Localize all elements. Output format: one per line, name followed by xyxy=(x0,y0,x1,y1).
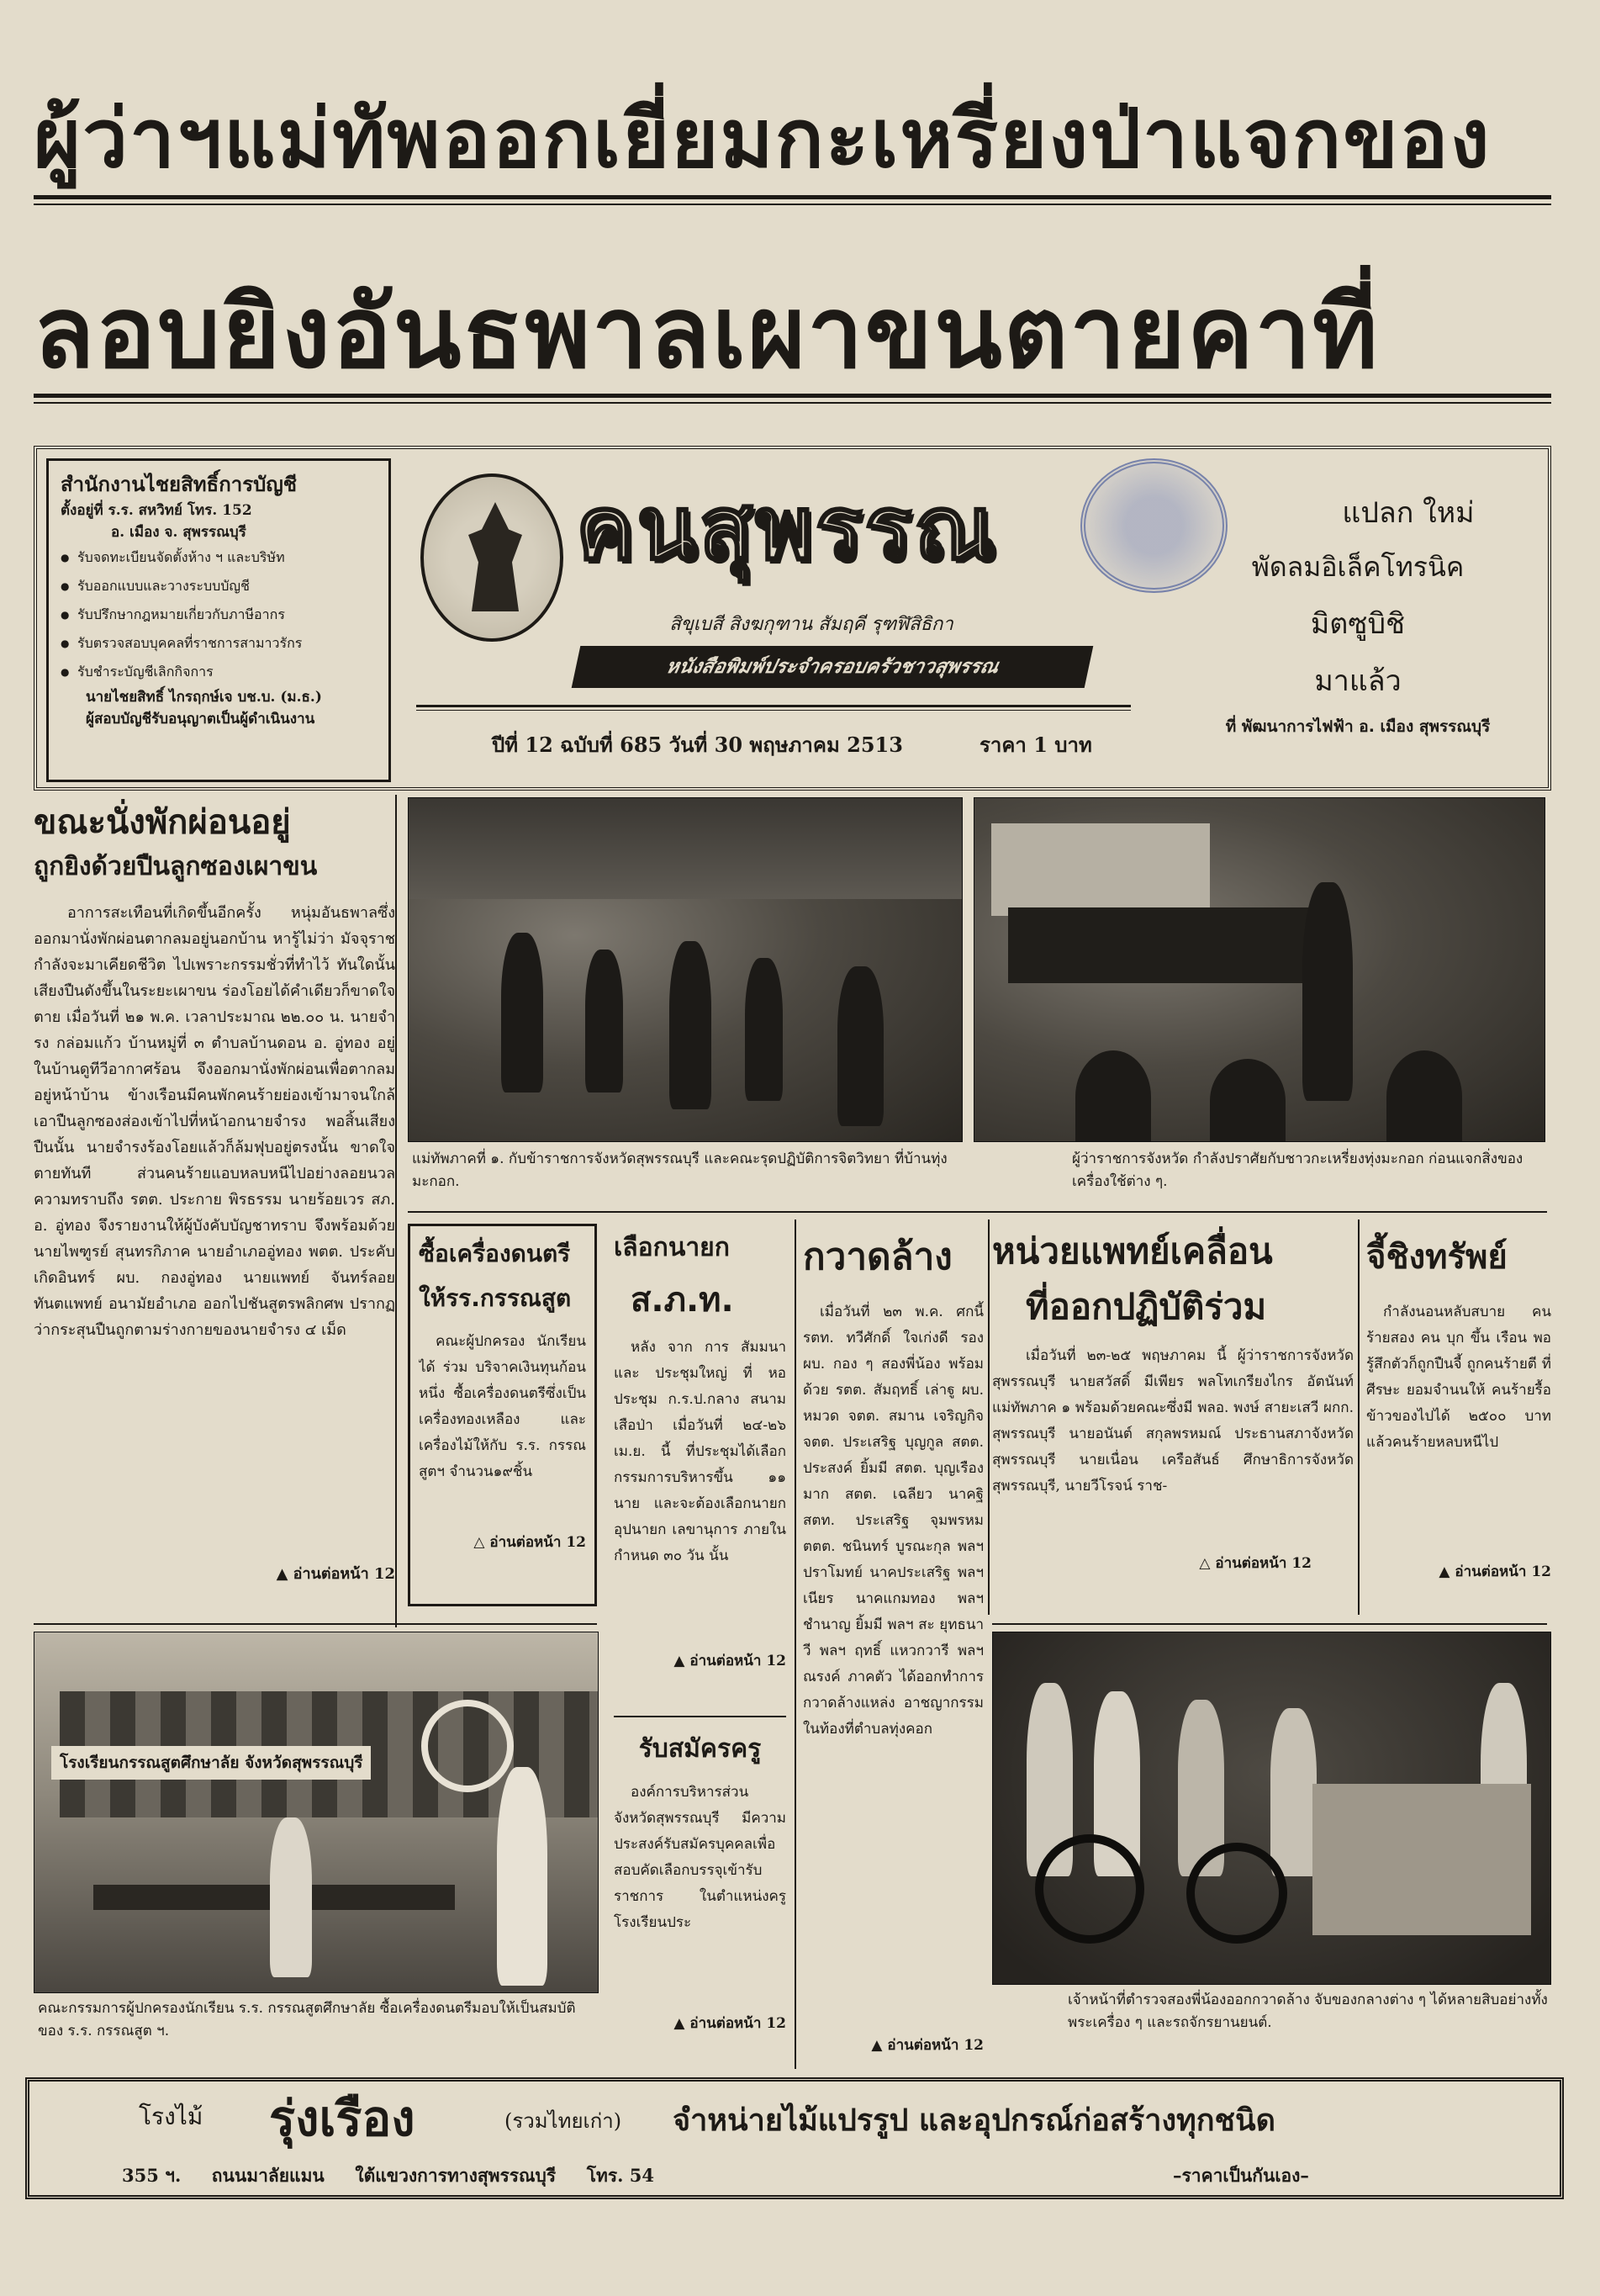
continued-link[interactable]: △ อ่านต่อหน้า 12 xyxy=(473,1534,586,1551)
issue-info: ปีที่ 12 ฉบับที่ 685 วันที่ 30 พฤษภาคม 2513 xyxy=(492,733,903,757)
divider xyxy=(614,1716,786,1717)
story-headline: กวาดล้าง xyxy=(803,1235,953,1278)
story-body: องค์การบริหารส่วนจังหวัดสุพรรณบุรี มีความประสงค์รับสมัครบุคคลเพื่อสอบคัดเลือกบรรจุเข้ารับราชการ ในตำแหน่งครูโรงเรียนประ xyxy=(614,1784,786,1931)
ad-footer: ผู้สอบบัญชีรับอนุญาตเป็นผู้ดำเนินงาน xyxy=(86,711,315,727)
story-teacher xyxy=(614,1724,786,2069)
story-headline: เลือกนายก xyxy=(614,1233,730,1262)
story-headline: จี้ชิงทรัพย์ xyxy=(1366,1238,1508,1277)
headline-top: ผู้ว่าฯแม่ทัพออกเยี่ยมกะเหรี่ยงป่าแจกของ xyxy=(34,92,1492,186)
masthead-motto: สิขุเบสี สิงฆกุฑาน สัมฤคี รุฑฬิสิธิกา xyxy=(669,614,953,635)
ad-slogan: จำหน่ายไม้แปรรูป และอุปกรณ์ก่อสร้างทุกชนิด xyxy=(673,2103,1275,2138)
ad-address: อ. เมือง จ. สุพรรณบุรี xyxy=(111,524,246,541)
ad-line: พัดลมอิเล็คโทรนิค xyxy=(1251,551,1465,583)
school-sign: โรงเรียนกรรณสูตศึกษาลัย จังหวัดสุพรรณบุรี xyxy=(51,1746,371,1780)
ad-accounting-office xyxy=(46,458,391,782)
warrior-emblem-icon xyxy=(462,502,529,611)
continued-link[interactable]: ▲ อ่านต่อหน้า 12 xyxy=(673,2015,786,2032)
photo-army-visit xyxy=(408,797,963,1142)
masthead xyxy=(408,461,1148,772)
story-robbery xyxy=(1366,1224,1551,1619)
divider xyxy=(34,204,1551,205)
story-body: กำลังนอนหลับสบาย คน ร้ายสอง คน บุก ขึ้น เรือน พอรู้สึกตัวก็ถูกปืนจี้ ถูกคนร้ายตี ที่ศีรษะ ยอมจำนนให้ คนร้ายรื้อข้าวของไปได้ ๒๕๐๐ บาท แล้วคนร้ายหลบหนีไป xyxy=(1366,1304,1551,1451)
divider xyxy=(34,402,1551,404)
list-item: ● รับจดทะเบียนจัดตั้งห้าง ฯ และบริษัท xyxy=(77,543,377,572)
ad-line: มิตซูบิชิ xyxy=(1310,607,1406,641)
masthead-subtitle: หนังสือพิมพ์ประจำครอบครัวชาวสุพรรณ xyxy=(572,646,1094,688)
ad-address: 355 ฯ. ถนนมาลัยแมน ใต้แขวงการทางสุพรรณบุรี โทร. 54 xyxy=(122,2165,654,2186)
continued-link[interactable]: ▲ อ่านต่อหน้า 12 xyxy=(673,1653,786,1669)
story-body: เมื่อวันที่ ๒๓-๒๕ พฤษภาคม นี้ ผู้ว่าราชการจังหวัดสุพรรณบุรี นายสวัสดิ์ มีเพียร พลโทเกรียงไกร อัตนันท์ แม่ทัพภาค ๑ พร้อมด้วยคณะซึ่งมี พลอ. พงษ์ สายะเสวี ผกก. สุพรรณบุรี นายอนันต์ สกุลพรหมณ์ ประธานสภาจังหวัดสุพรรณบุรี นายเนื่อน เครือสันธ์ ศึกษาธิการจังหวัดสุพรรณบุรี, นายวีโรจน์ ราช- xyxy=(992,1347,1354,1495)
price-info: ราคา 1 บาท xyxy=(980,733,1092,757)
photo-caption: คณะกรรมการผู้ปกครองนักเรียน ร.ร. กรรณสูตศึกษาลัย ซื้อเครื่องดนตรีมอบให้เป็นสมบัติของ ร.ร. กรรณสูต ฯ. xyxy=(38,2000,576,2039)
story-headline: รับสมัครครู xyxy=(638,1734,762,1764)
story-headline: หน่วยแพทย์เคลื่อน xyxy=(992,1230,1273,1272)
ad-fan xyxy=(1177,488,1539,765)
photo-governor-speech xyxy=(974,797,1545,1142)
photo-caption: เจ้าหน้าที่ตำรวจสองพี่น้องออกกวาดล้าง จับของกลางต่าง ๆ ได้หลายสิบอย่างทั้งพระเครื่อง ๆ และรถจักรยานยนต์. xyxy=(1068,1992,1548,2031)
divider xyxy=(416,710,1131,711)
divider xyxy=(992,1623,1547,1625)
ad-note: (รวมไทยเก่า) xyxy=(504,2109,622,2133)
ad-address: ตั้งอยู่ที่ ร.ร. สหวิทย์ โทร. 152 xyxy=(61,502,252,519)
story-medical xyxy=(992,1224,1354,1619)
story-music xyxy=(408,1224,597,1606)
story-headline: ขณะนั่งพักผ่อนอยู่ xyxy=(34,803,291,842)
ad-line: แปลก ใหม่ xyxy=(1342,496,1475,530)
story-body: หลัง จาก การ สัมมนา และ ประชุมใหญ่ ที่ หอประชุม ก.ร.ป.กลาง สนามเสือป่า เมื่อวันที่ ๒๔-๒๖ เม.ย. นี้ ที่ประชุมได้เลือกกรรมการบริหารขึ้น ๑๑ นาย และจะต้องเลือกนายก อุปนายก เลขานุการ ภายในกำหนด ๓๐ วัน นั้น xyxy=(614,1339,786,1564)
story-subheadline: ที่ออกปฏิบัติร่วม xyxy=(1026,1286,1267,1327)
ad-price-note: –ราคาเป็นกันเอง– xyxy=(1173,2165,1309,2186)
ad-line: ที่ พัฒนาการไฟฟ้า อ. เมือง สุพรรณบุรี xyxy=(1225,717,1491,736)
story-body: เมื่อวันที่ ๒๓ พ.ค. ศกนี้ รตท. ทวีศักดิ์ ใจเก่งดี รอง ผบ. กอง ๆ สองพี่น้อง พร้อมด้วย รตต. สัมฤทธิ์ เล่าฐู ผบ. หมวด จตต. สมาน เจริญกิจ จตต. ประเสริฐ บุญกูล สตต. ประสงค์ ยิ้มมี สตต. บุญเรืองมาก สตต. เฉลียว นาคฐิ สตท. ประเสริฐ จุมพรหม ตตต. ชนินทร์ บูรณะกุล พลฯ ปราโมทย์ นาคประเสริฐ พลฯ เนียร นาคแกมทอง พลฯ ชำนาญ ยิ้มมี พลฯ สะ ยุทธนาวี พลฯ ฤทธิ์ แหวกวารี พลฯ ณรงค์ ภาคตัว ได้ออกทำการกวาดล้างแหล่ง อาชญากรรมในท้องที่ตำบลทุ่งคอก xyxy=(803,1304,984,1738)
continued-link[interactable]: ▲ อ่านต่อหน้า 12 xyxy=(871,2037,984,2054)
story-subheadline: ให้รร.กรรณสูต xyxy=(419,1284,572,1312)
list-item: ● รับชำระบัญชีเลิกกิจการ xyxy=(77,658,377,686)
list-item: ● รับออกแบบและวางระบบบัญชี xyxy=(77,572,377,600)
headline-main: ลอบยิงอันธพาลเผาขนตายคาที่ xyxy=(34,274,1380,390)
story-headline: ซื้อเครื่องดนตรี xyxy=(419,1240,571,1267)
divider xyxy=(1358,1219,1360,1615)
divider xyxy=(395,795,397,1627)
continued-link[interactable]: ▲ อ่านต่อหน้า 12 xyxy=(276,1565,395,1583)
ad-footer: นายไชยสิทธิ์ ไกรฤกษ์เจ บช.บ. (ม.ธ.) xyxy=(86,689,322,706)
photo-caption: แม่ทัพภาคที่ ๑. กับข้าราชการจังหวัดสุพรรณบุรี และคณะรุดปฏิบัติการจิตวิทยา ที่บ้านทุ่งมะกอก. xyxy=(412,1151,948,1190)
crest-logo xyxy=(420,473,563,642)
tuba-image xyxy=(421,1700,514,1792)
photo-school-band xyxy=(34,1632,599,1993)
divider xyxy=(988,1219,990,1615)
story-sweep xyxy=(803,1224,984,2065)
continued-link[interactable]: △ อ่านต่อหน้า 12 xyxy=(1199,1555,1312,1572)
ad-title: สำนักงานไชยสิทธิ์การบัญชี xyxy=(61,473,298,496)
ad-label: โรงไม้ xyxy=(139,2103,203,2130)
divider xyxy=(408,1211,1547,1213)
story-subheadline: ส.ภ.ท. xyxy=(631,1281,734,1320)
story-shooting xyxy=(34,799,395,1619)
divider xyxy=(795,1219,796,2069)
divider xyxy=(416,705,1131,707)
story-subheadline: ถูกยิงด้วยปืนลูกซองเผาขน xyxy=(34,852,318,881)
story-election xyxy=(614,1224,786,1711)
divider xyxy=(34,394,1551,398)
list-item: ● รับปรึกษากฎหมายเกี่ยวกับภาษีอากร xyxy=(77,600,377,629)
ad-services-list xyxy=(61,543,377,686)
ad-business-name: รุ่งเรือง xyxy=(269,2090,415,2147)
story-body: คณะผู้ปกครอง นักเรียนได้ ร่วม บริจาคเงินทุนก้อนหนึ่ง ซื้อเครื่องดนตรีซึ่งเป็นเครื่องทองเหลือง และเครื่องไม้ให้กับ ร.ร. กรรณสูตฯ จำนวน๑๙ชิ้น xyxy=(419,1333,586,1480)
ad-lumber-yard xyxy=(25,2077,1564,2199)
story-body: อาการสะเทือนที่เกิดขึ้นอีกครั้ง หนุ่มอันธพาลซึ่งออกมานั่งพักผ่อนตากลมอยู่นอกบ้าน หารู้ไม่ว่า มัจจุราช กำลังจะมาเคียดชีวิต ไปเพราะกรรมชั่วที่ทำไว้ ทันใดนั้นเสียงปืนดังขึ้นในระยะเผาขน ร่องโอยได้คำเดียวก็ขาดใจตาย เมื่อวันที่ ๒๑ พ.ค. เวลาประมาณ ๒๒.๐๐ น. นายจำรง กล่อมแก้ว บ้านหมู่ที่ ๓ ตำบลบ้านดอน อ. อู่ทอง อยู่ในบ้านดูทีวีอากาศร้อน จึงออกมานั่งพักผ่อนเพื่อตากลมอยู่หน้าบ้าน ข้างเรือนมีคนพักคนร้ายย่องเข้ามาจนใกล้ เอาปืนลูกซองส่องเข้าไปที่หน้าอกนายจำรง พอสิ้นเสียงปืนนั้น นายจำรงร้องโอยแล้วก็ล้มฟุบอยู่ตรงนั้น ขาดใจตายทันที ส่วนคนร้ายแอบหลบหนีไปอย่างลอยนวล ความทราบถึง รตต. ประกาย พิรธรรม นายร้อยเวร สภ. อ. อู่ทอง จึงรายงานให้ผู้บังคับบัญชาทราบ จึงพร้อมด้วยนายไพฑูรย์ สุนทรกิภาค นายอำเภออู่ทอง พตต. ประคับ เกิดอินทร์ ผบ. กองอู่ทอง นายแพทย์ จันทร์ลอย ทันตแพทย์ อนามัยอำเภอ ออกไปชันสูตรพลิกศพ ปรากฏว่ากระสุนปืนถูกตามร่างกายของนายจำรง ๔ เม็ด xyxy=(34,904,395,1339)
photo-police-seizure xyxy=(992,1632,1551,1985)
ad-line: มาแล้ว xyxy=(1314,664,1402,698)
list-item: ● รับตรวจสอบบุคคลที่ราชการสามาวรักร xyxy=(77,629,377,658)
continued-link[interactable]: ▲ อ่านต่อหน้า 12 xyxy=(1439,1563,1551,1580)
divider xyxy=(34,195,1551,199)
masthead-title: คนสุพรรณ xyxy=(576,477,998,579)
photo-caption: ผู้ว่าราชการจังหวัด กำลังปราศัยกับชาวกะเหรี่ยงทุ่งมะกอก ก่อนแจกสิ่งของเครื่องใช้ต่าง ๆ. xyxy=(1072,1151,1523,1190)
divider xyxy=(34,1623,597,1625)
